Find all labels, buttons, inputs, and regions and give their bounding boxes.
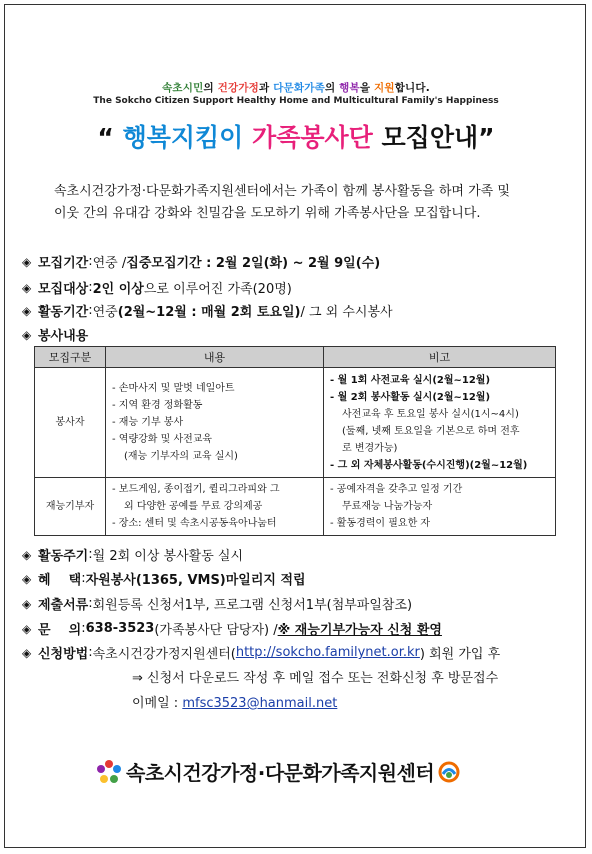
table-header-row [35,347,556,368]
title-open-quote: “ [97,123,114,152]
diamond-bullet-icon: ◈ [22,254,32,269]
separator: : [88,254,93,269]
contact-welcome: ※ 재능기부가능자 신청 환영 [277,623,442,638]
apply-step-line: ⇒ 신청서 다운로드 작성 후 메일 접수 또는 전화신청 후 방문접수 [132,671,499,686]
slogan-part: 과 [259,82,274,94]
note-line: (둘째, 넷째 토요일을 기본으로 하며 전후 [342,425,520,437]
diamond-bullet-icon: ◈ [22,596,32,611]
service-table [34,346,556,536]
documents-text: 회원등록 신청서1부, 프로그램 신청서1부(첨부파일참조) [92,598,413,613]
website-link[interactable]: http://sokcho.familynet.or.kr [235,645,420,660]
slogan-part: 속초시민 [162,82,204,94]
recruit-period-label: 모집기간 [38,256,89,271]
table-cell-notes [324,478,556,536]
title-part-3: 모집안내 [381,123,479,152]
title-part-1: 행복지킴이 [122,123,244,152]
note-line: 로 변경가능) [342,442,398,454]
note-line: - 월 2회 봉사활동 실시(2월~12월) [330,391,491,403]
slogan-part: 지원 [374,82,395,94]
note-line: - 그 외 자체봉사활동(수시진행)(2월~12월) [330,459,528,471]
content-line: - 손마사지 및 말벗 네일아트 [112,383,235,394]
apply-label: 신청방법 [38,647,89,662]
intro-paragraph [54,181,554,225]
note-line: - 공예자격을 갖추고 일정 기간 [330,484,463,495]
diamond-bullet-icon: ◈ [22,280,32,295]
apply-text: 속초시건강가정지원센터( [92,647,236,662]
diamond-bullet-icon: ◈ [22,327,32,342]
apply-row [22,643,500,662]
benefit-row [22,569,306,588]
recruit-period-text: 연중 / [92,256,127,271]
recruit-period-row [22,252,380,271]
activity-period-rest: / 그 외 수시봉사 [300,305,393,320]
slogan-part: 행복 [339,82,360,94]
target-label: 모집대상 [38,282,89,297]
intensive-period-text: 집중모집기간 : 2월 2일(화) ~ 2월 9일(수) [126,256,381,271]
slogan-part: 의 [324,82,340,94]
slogan-english: The Sokcho Citizen Support Healthy Home and Multicultural Family's Happiness [93,96,499,106]
title-close-quote: ” [478,123,495,152]
cycle-label: 활동주기 [38,549,89,564]
content-line: - 역량강화 및 사전교육 [112,434,213,445]
table-header: 비고 [324,347,556,368]
separator: : [88,303,93,318]
note-line: - 월 1회 사전교육 실시(2월~12월) [330,374,491,386]
content-line: - 보드게임, 종이접기, 퀼리그라피와 그 [112,484,280,495]
diamond-bullet-icon: ◈ [22,571,32,586]
page-title [0,118,592,154]
email-link[interactable]: mfsc3523@hanmail.net [182,696,338,711]
content-line: 외 다양한 공예를 무료 강의제공 [124,501,263,512]
content-line: - 지역 환경 정화활동 [112,400,203,411]
contact-phone: 638-3523 [85,621,155,636]
center-name: 속초시건강가정·다문화가족지원센터 [126,761,435,785]
activity-period-text: 연중 [92,305,118,320]
title-part-2: 가족봉사단 [252,123,373,152]
slogan-part: 다문화가족 [273,82,325,94]
benefit-label: 혜 택 [38,573,82,588]
slogan-part: 의 [203,82,218,94]
center-logo [96,757,460,786]
content-line: (재능 기부자의 교육 실시) [124,451,238,462]
email-label: 이메일 : [132,696,183,711]
documents-label: 제출서류 [38,598,89,613]
diamond-bullet-icon: ◈ [22,645,32,660]
cycle-row [22,545,243,564]
contact-label: 문 의 [38,623,82,638]
diamond-bullet-icon: ◈ [22,621,32,636]
content-line: - 장소: 센터 및 속초시공동육아나눔터 [112,518,277,529]
diamond-bullet-icon: ◈ [22,547,32,562]
separator: : [88,596,93,611]
activity-period-row [22,301,393,320]
table-cell-category: 재능기부자 [35,478,106,536]
target-text: 으로 이루어진 가족(20명) [143,282,292,297]
slogan-part: 합니다. [394,82,430,94]
separator: : [81,621,86,636]
content-line: - 재능 기부 봉사 [112,417,184,428]
diamond-bullet-icon: ◈ [22,303,32,318]
separator: : [81,571,86,586]
note-line: 사전교육 후 토요일 봉사 실시(1시~4시) [342,408,519,420]
circle-logo-icon [438,761,460,783]
separator: : [88,280,93,295]
separator: : [88,547,93,562]
table-cell-content [106,368,324,478]
table-header: 모집구분 [35,347,106,368]
intro-line: 속초시건강가정·다문화가족지원센터에서는 가족이 함께 봉사활동을 하며 가족 및 [54,184,510,199]
cycle-text: 월 2회 이상 봉사활동 실시 [92,549,244,564]
activity-period-label: 활동기간 [38,305,89,320]
slogan [0,80,592,95]
activity-period-bold: (2월~12월 : 매월 2회 토요일) [117,305,301,320]
table-cell-content [106,478,324,536]
service-content-label: 봉사내용 [38,329,89,344]
contact-text: (가족봉사단 담당자) / [154,623,278,638]
slogan-part: 을 [359,82,375,94]
contact-row [22,619,442,638]
benefit-text: 자원봉사(1365, VMS)마일리지 적립 [85,573,306,588]
snowflake-flower-icon [96,759,122,785]
service-content-row [22,325,88,344]
note-line: - 활동경력이 필요한 자 [330,518,431,529]
table-row [35,368,556,478]
target-bold: 2인 이상 [92,282,144,297]
note-line: 무료재능 나눔가능자 [342,501,433,512]
intro-line: 이웃 간의 유대감 강화와 친밀감을 도모하기 위해 가족봉사단을 모집합니다. [54,206,481,221]
table-row [35,478,556,536]
table-cell-notes [324,368,556,478]
table-header: 내용 [106,347,324,368]
separator: : [88,645,93,660]
target-row [22,278,292,297]
slogan-part: 건강가정 [217,82,260,94]
table-cell-category: 봉사자 [35,368,106,478]
apply-text-end: ) 회원 가입 후 [419,647,501,662]
documents-row [22,594,412,613]
email-line [132,692,337,711]
